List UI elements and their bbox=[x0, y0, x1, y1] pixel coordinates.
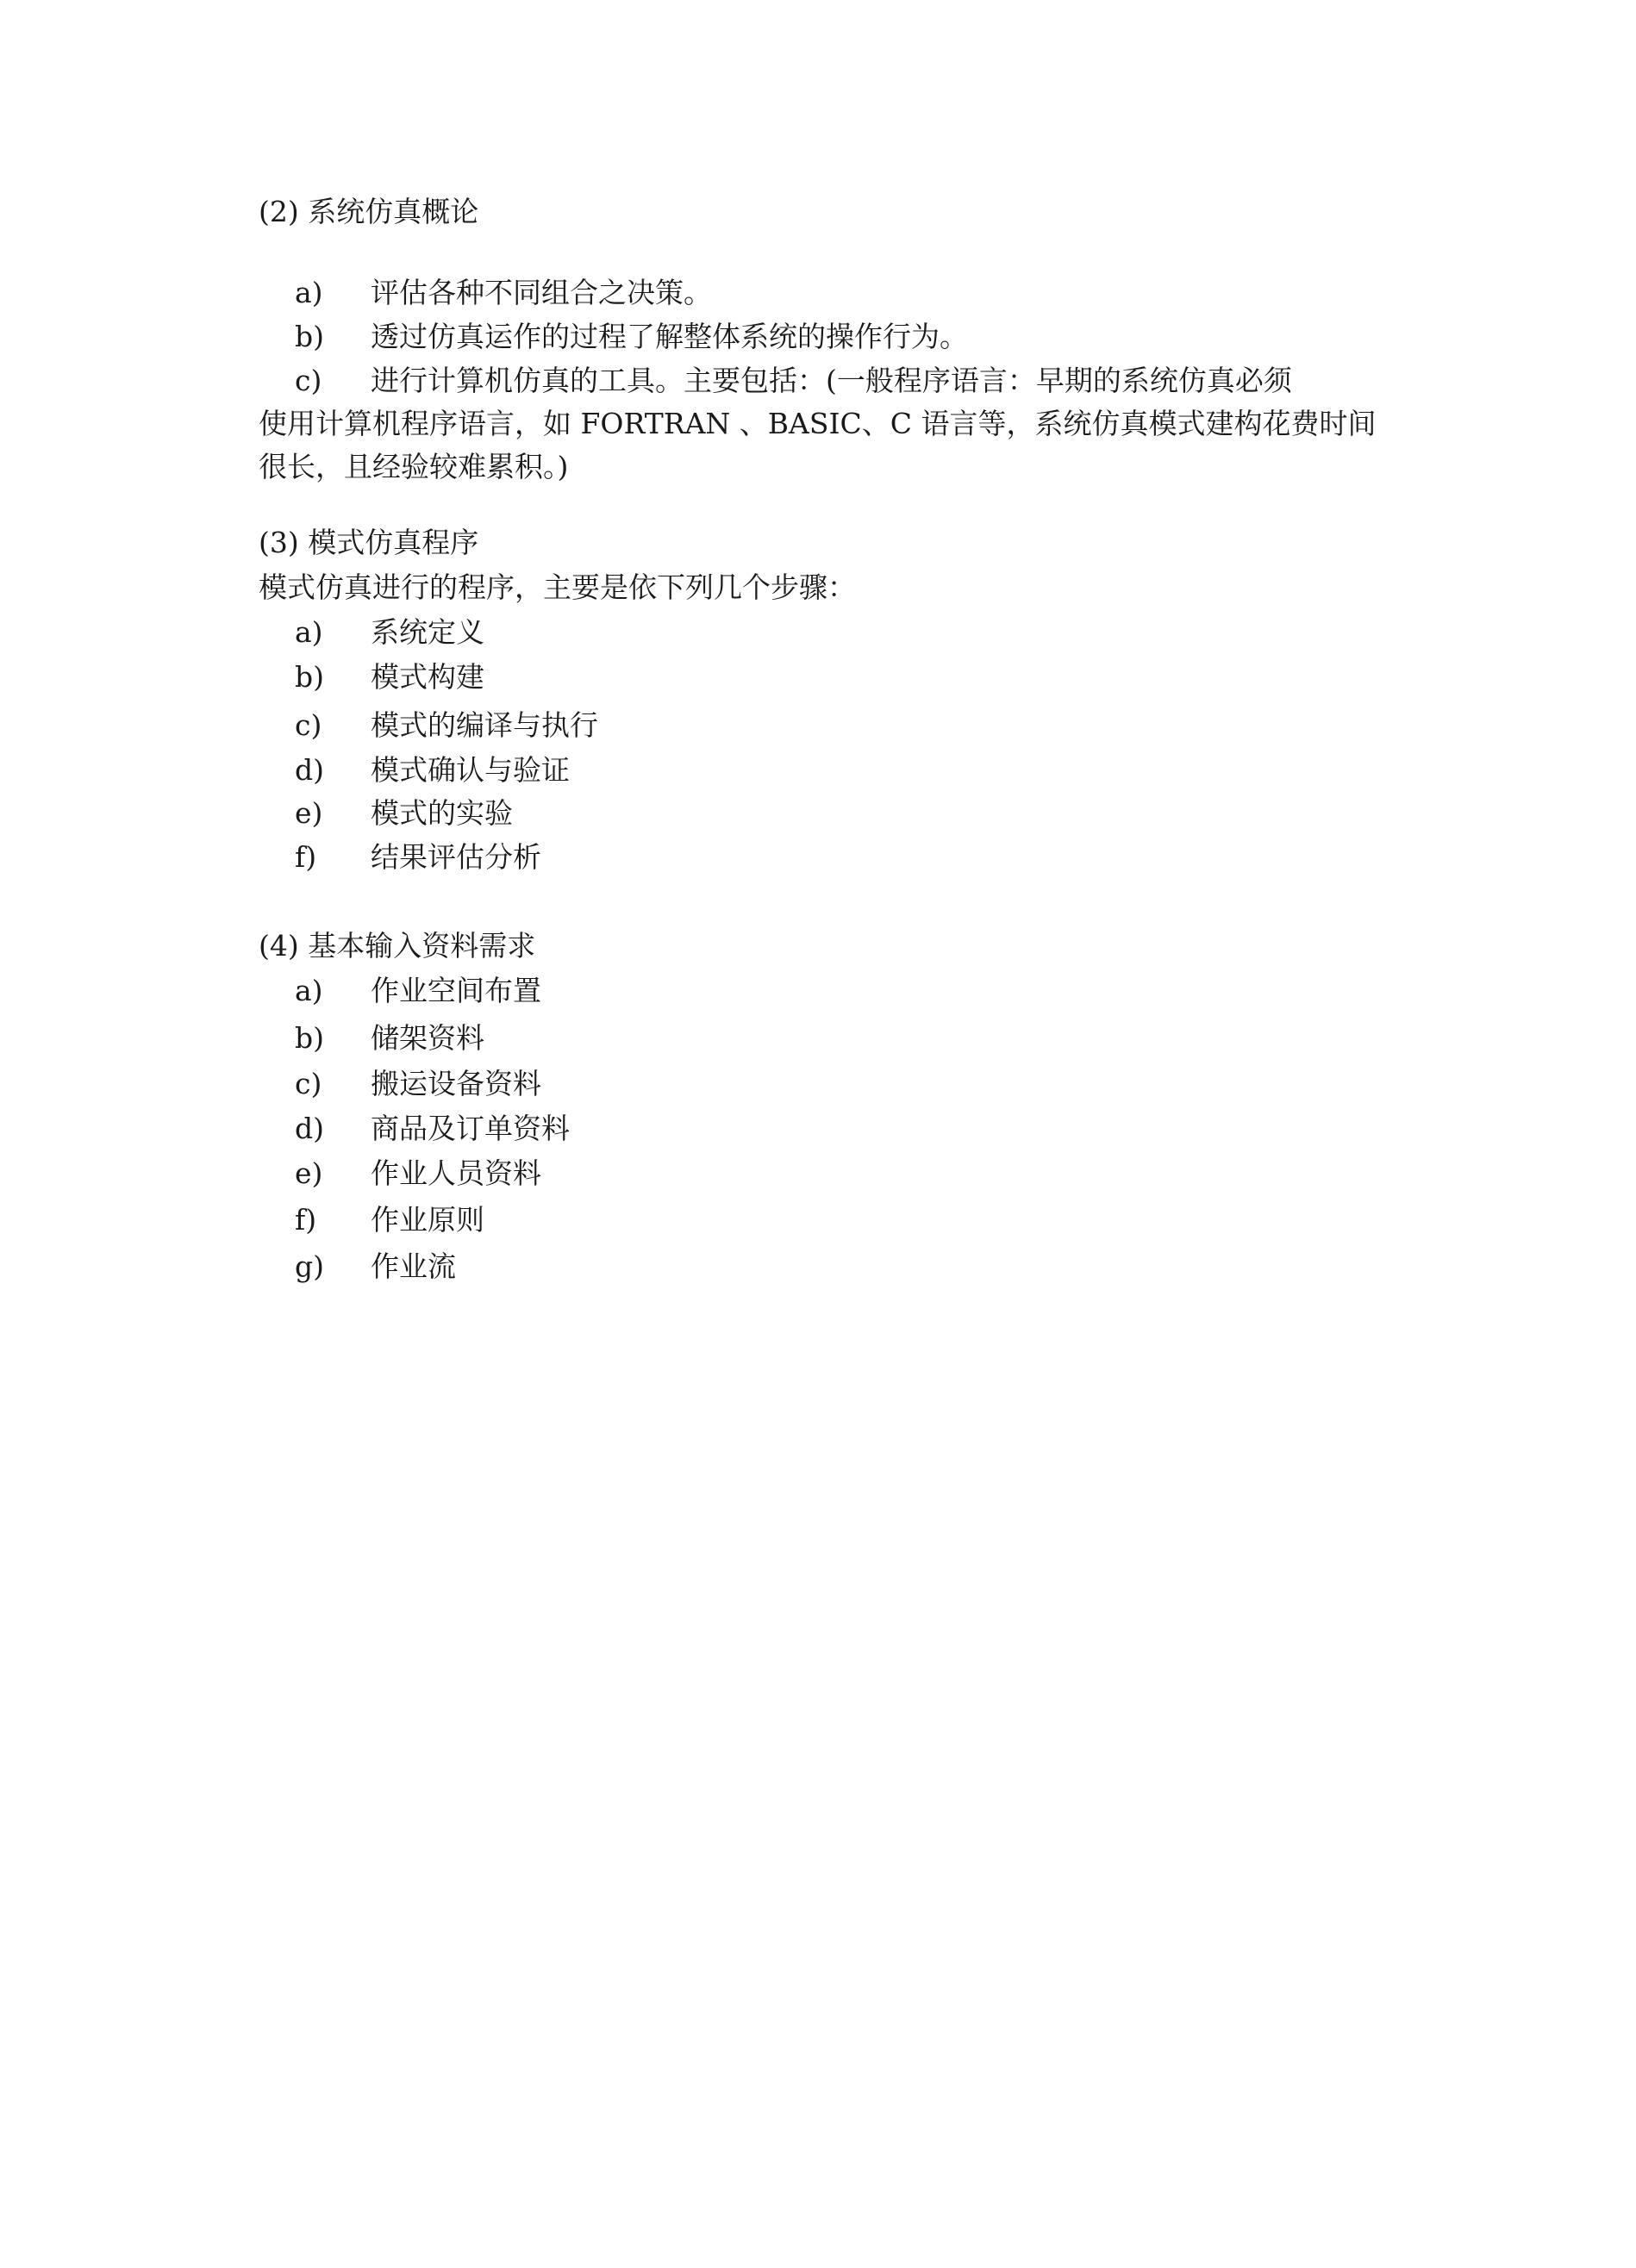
list-item-marker: b) bbox=[295, 660, 324, 694]
list-item-text: 系统定义 bbox=[371, 615, 484, 649]
list-item-marker: c) bbox=[295, 1067, 322, 1100]
section-heading-3: (3) 模式仿真程序 bbox=[259, 526, 479, 559]
list-item-marker: a) bbox=[295, 276, 323, 309]
list-item-marker: b) bbox=[295, 320, 324, 353]
section-heading-4: (4) 基本输入资料需求 bbox=[259, 929, 536, 963]
list-item-text: 储架资料 bbox=[371, 1021, 484, 1055]
list-item-text: 模式的实验 bbox=[371, 796, 513, 830]
list-item-text: 作业流 bbox=[371, 1249, 456, 1283]
section-intro: 模式仿真进行的程序，主要是依下列几个步骤： bbox=[259, 570, 856, 604]
list-item-marker: f) bbox=[295, 840, 317, 874]
list-item-text: 模式的编译与执行 bbox=[371, 708, 598, 742]
list-item-marker: c) bbox=[295, 708, 322, 742]
list-item-text: 作业原则 bbox=[371, 1203, 484, 1237]
list-item-text: 搬运设备资料 bbox=[371, 1067, 541, 1100]
list-item-text: 进行计算机仿真的工具。主要包括：(一般程序语言：早期的系统仿真必须 bbox=[371, 364, 1292, 397]
section-heading-2: (2) 系统仿真概论 bbox=[259, 195, 479, 228]
list-item-marker: g) bbox=[295, 1249, 324, 1283]
list-item-marker: b) bbox=[295, 1021, 324, 1055]
paragraph-continuation: 使用计算机程序语言，如 FORTRAN 、BASIC、C 语言等，系统仿真模式建构花费时间 bbox=[259, 407, 1377, 440]
list-item-marker: d) bbox=[295, 1112, 324, 1145]
list-item-text: 作业人员资料 bbox=[371, 1156, 541, 1190]
list-item-marker: f) bbox=[295, 1203, 317, 1237]
list-item-marker: e) bbox=[295, 796, 323, 830]
list-item-marker: d) bbox=[295, 753, 324, 787]
list-item-text: 作业空间布置 bbox=[371, 974, 541, 1007]
list-item-text: 评估各种不同组合之决策。 bbox=[371, 276, 712, 309]
list-item-text: 商品及订单资料 bbox=[371, 1112, 570, 1145]
paragraph-continuation: 很长，且经验较难累积。) bbox=[259, 450, 569, 483]
list-item-text: 模式构建 bbox=[371, 660, 484, 694]
list-item-text: 透过仿真运作的过程了解整体系统的操作行为。 bbox=[371, 320, 968, 353]
list-item-marker: a) bbox=[295, 615, 323, 649]
list-item-text: 模式确认与验证 bbox=[371, 753, 570, 787]
list-item-marker: e) bbox=[295, 1156, 323, 1190]
list-item-marker: a) bbox=[295, 974, 323, 1007]
list-item-text: 结果评估分析 bbox=[371, 840, 541, 874]
list-item-marker: c) bbox=[295, 364, 322, 397]
